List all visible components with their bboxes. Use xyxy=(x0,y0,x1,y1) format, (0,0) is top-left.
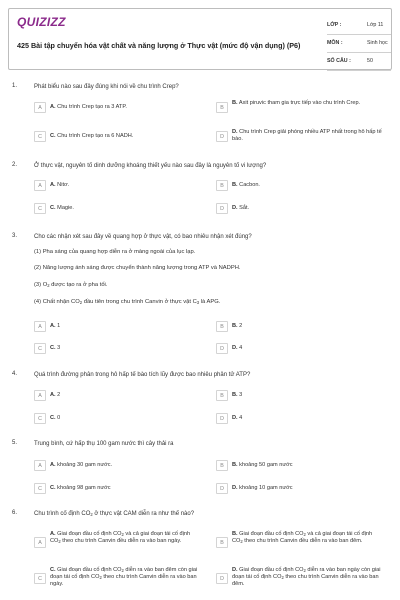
option-text: B. 3 xyxy=(232,392,243,398)
meta-row-class xyxy=(327,17,391,35)
question-text: Phát biểu nào sau đây đúng khi nói về chu trình Crep? xyxy=(34,84,179,90)
meta-label: LỚP : xyxy=(327,22,342,28)
option-text: C. 0 xyxy=(50,415,61,421)
statement-2: (2) Năng lượng ánh sáng được chuyển thành năng lượng trong ATP và NADPH. xyxy=(34,265,241,271)
meta-label: MÔN : xyxy=(327,40,343,46)
option-letter: D xyxy=(216,343,228,354)
option-text: C. Giai đoạn đầu cố định $CO_2$ diễn ra vào ban đêm còn giai đoạn tái cố định $CO_2$ theo chu trình Canvin diễn ra vào ban ngày. xyxy=(50,567,198,587)
meta-value: Sinh học xyxy=(367,40,388,46)
option-letter: C xyxy=(34,203,46,214)
meta-value: Lớp 11 xyxy=(367,22,384,28)
option-letter: A xyxy=(34,180,46,191)
meta-row-count xyxy=(327,53,391,71)
option-text: C. 3 xyxy=(50,345,61,351)
option-letter: D xyxy=(216,483,228,494)
statement-4: (4) Chất nhận $CO_2$ đầu tiên trong chu trình Canvin ở thực vật $C_3$ là APG. xyxy=(34,299,221,305)
meta-label: SỐ CÂU : xyxy=(327,58,351,64)
option-letter: B xyxy=(216,321,228,332)
option-letter: A xyxy=(34,102,46,113)
option-letter: B xyxy=(216,390,228,401)
option-text: B. Cacbon. xyxy=(232,182,260,188)
option-letter: A xyxy=(34,460,46,471)
option-letter: C xyxy=(34,131,46,142)
option-text: A. Chu trình Crep tạo ra 3 ATP. xyxy=(50,104,127,110)
question-text: Trung bình, cứ hấp thụ 100 gam nước thì cây thải ra xyxy=(34,441,174,447)
option-letter: A xyxy=(34,321,46,332)
option-text: A. Giai đoạn đầu cố định $CO_2$ và cả giai đoạn tái cố định $CO_2$ theo chu trình Canvin đều diễn ra vào ban ngày. xyxy=(50,531,191,544)
option-text: D. 4 xyxy=(232,415,243,421)
option-letter: B xyxy=(216,537,228,548)
option-text: D. Giai đoạn đầu cố định $CO_2$ diễn ra vào ban ngày còn giai đoạn tái cố định $CO_2$ theo chu trình Canvin diễn ra vào ban đêm. xyxy=(232,567,381,587)
option-text: D. Chu trình Crep giải phóng nhiều ATP nhất trong hô hấp tế bào. xyxy=(232,129,382,142)
option-letter: B xyxy=(216,460,228,471)
question-text: Quá trình đường phân trong hô hấp tế bào tích lũy được bao nhiêu phân tử ATP? xyxy=(34,372,251,378)
option-text: D. khoảng 10 gam nước xyxy=(232,485,293,491)
worksheet-meta xyxy=(327,17,391,71)
question-text: Cho các nhận xét sau đây về quang hợp ở thực vật, có bao nhiêu nhận xét đúng? xyxy=(34,234,252,240)
option-text: B. 2 xyxy=(232,323,243,329)
statement-3: (3) $O_2$ được tạo ra ở pha tối. xyxy=(34,282,108,288)
meta-value: 50 xyxy=(367,58,373,64)
option-letter: D xyxy=(216,413,228,424)
option-letter: A xyxy=(34,537,46,548)
question-text: Ở thực vật, nguyên tố dinh dưỡng khoáng thiết yếu nào sau đây là nguyên tố vi lượng? xyxy=(34,163,267,169)
question-number: 2. xyxy=(12,162,18,168)
option-letter: D xyxy=(216,573,228,584)
option-letter: C xyxy=(34,343,46,354)
option-text: B. khoảng 50 gam nước xyxy=(232,462,293,468)
question-number: 5. xyxy=(12,440,18,446)
option-letter: C xyxy=(34,573,46,584)
question-number: 3. xyxy=(12,233,18,239)
option-letter: A xyxy=(34,390,46,401)
meta-row-subject xyxy=(327,35,391,53)
option-text: C. khoảng 98 gam nước xyxy=(50,485,111,491)
question-number: 1. xyxy=(12,83,18,89)
option-text: A. Nitơ. xyxy=(50,182,70,188)
option-letter: C xyxy=(34,483,46,494)
option-text: A. 1 xyxy=(50,323,61,329)
question-number: 4. xyxy=(12,371,18,377)
option-text: C. Chu trình Crep tạo ra 6 NADH. xyxy=(50,133,134,139)
statement-1: (1) Pha sáng của quang hợp diễn ra ở màng ngoài của lục lạp. xyxy=(34,249,196,255)
worksheet-title: 425 Bài tập chuyển hóa vật chất và năng lượng ở Thực vật (mức độ vận dụng) (P6) xyxy=(17,41,301,50)
option-letter: B xyxy=(216,102,228,113)
question-text: Chu trình cố định $CO_2$ ở thực vật CAM diễn ra như thế nào? xyxy=(34,511,195,517)
option-letter: D xyxy=(216,131,228,142)
option-letter: D xyxy=(216,203,228,214)
question-number: 6. xyxy=(12,510,18,516)
option-text: D. Sắt. xyxy=(232,205,250,211)
option-letter: B xyxy=(216,180,228,191)
quizizz-logo: QUIZIZZ xyxy=(17,15,66,29)
option-letter: C xyxy=(34,413,46,424)
option-text: B. Axit piruvic tham gia trực tiếp vào chu trình Crep. xyxy=(232,100,361,106)
option-text: B. Giai đoạn đầu cố định $CO_2$ và cả giai đoạn tái cố định $CO_2$ theo chu trình Canvin đều diễn ra vào ban đêm. xyxy=(232,531,373,544)
worksheet-header xyxy=(8,8,392,70)
option-text: A. 2 xyxy=(50,392,61,398)
option-text: C. Magie. xyxy=(50,205,74,211)
option-text: D. 4 xyxy=(232,345,243,351)
option-text: A. khoảng 30 gam nước. xyxy=(50,462,113,468)
